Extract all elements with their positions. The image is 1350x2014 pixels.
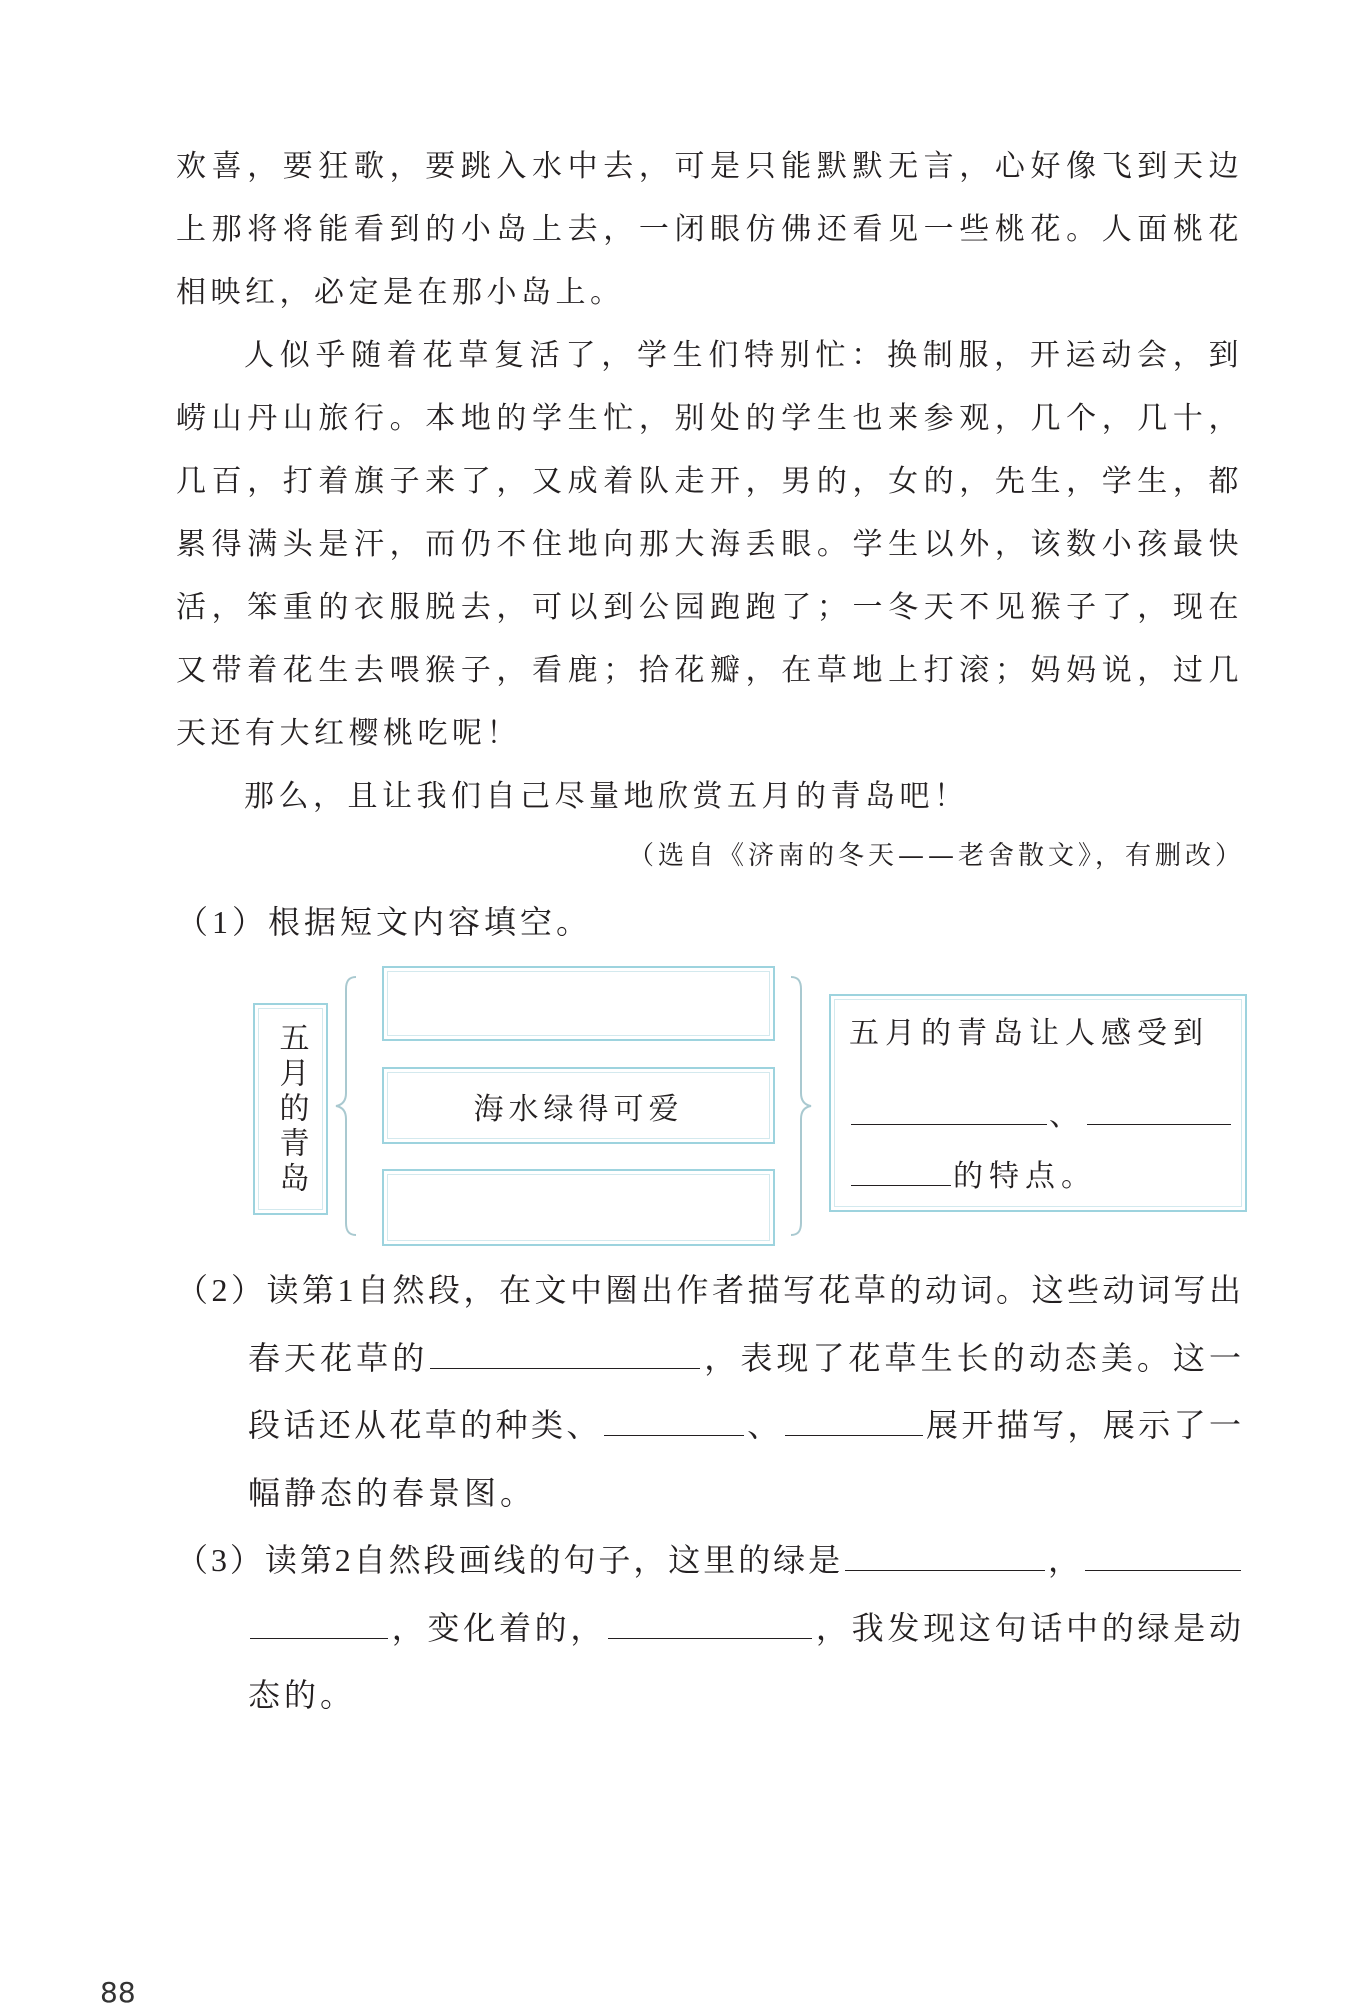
answer-blank — [250, 1608, 388, 1639]
passage-line: 崂山丹山旅行。本地的学生忙，别处的学生也来参观，几个，几十， — [176, 401, 1243, 436]
conclusion-lead: 五月的青岛让人感受到 — [849, 1016, 1209, 1051]
passage-line: 那么，且让我们自己尽量地欣赏五月的青岛吧！ — [244, 779, 969, 814]
passage-line: 欢喜，要狂歌，要跳入水中去，可是只能默默无言，心好像飞到天边 — [176, 149, 1243, 184]
question-2-text: 展开描写，展示了一 — [924, 1407, 1243, 1443]
question-2-text: 春天花草的 — [248, 1340, 429, 1376]
question-2-text: 段话还从花草的种类、 — [248, 1407, 602, 1443]
passage-line: 相映红，必定是在那小岛上。 — [176, 275, 625, 310]
page-number: 88 — [100, 1976, 136, 2009]
question-1-prompt: （1）根据短文内容填空。 — [176, 904, 593, 940]
detail-box-empty — [382, 1169, 775, 1246]
question-3-text: （3）读第2自然段画线的句子，这里的绿是 — [176, 1542, 844, 1578]
answer-blank — [845, 1540, 1045, 1571]
question-2-line: （2）读第1自然段，在文中圈出作者描写花草的动词。这些动词写出 — [176, 1272, 1243, 1308]
question-2-line: 幅静态的春景图。 — [248, 1475, 537, 1511]
given-detail-text: 海水绿得可爱 — [473, 1091, 684, 1127]
detail-box-empty — [382, 966, 775, 1041]
right-brace-path — [791, 977, 811, 1235]
question-3-line — [176, 1538, 1243, 1582]
passage-line: 又带着花生去喂猴子，看鹿；拾花瓣，在草地上打滚；妈妈说，过几 — [176, 653, 1243, 688]
topic-box — [253, 1003, 328, 1215]
passage-line: 活，笨重的衣服脱去，可以到公园跑跑了；一冬天不见猴子了，现在 — [176, 590, 1243, 625]
source-citation: （选自《济南的冬天——老舍散文》，有删改） — [627, 841, 1245, 871]
conclusion-box — [829, 994, 1247, 1212]
right-brace — [787, 975, 813, 1237]
left-brace-path — [336, 977, 356, 1235]
question-2-line — [248, 1336, 1243, 1380]
passage-line: 人似乎随着花草复活了，学生们特别忙：换制服，开运动会，到 — [244, 338, 1243, 373]
passage-line: 上那将将能看到的小岛上去，一闭眼仿佛还看见一些桃花。人面桃花 — [176, 212, 1243, 247]
detail-box-given — [382, 1067, 775, 1144]
topic-label: 五月的青岛 — [273, 1021, 309, 1197]
answer-blank — [851, 1155, 951, 1186]
question-3-text: ，变化着的， — [390, 1610, 607, 1646]
answer-blank — [1085, 1540, 1241, 1571]
passage-line: 累得满头是汗，而仍不住地向那大海丢眼。学生以外，该数小孩最快 — [176, 527, 1243, 562]
passage-line: 几百，打着旗子来了，又成着队走开，男的，女的，先生，学生，都 — [176, 464, 1243, 499]
question-3-text: ，我发现这句话中的绿是动 — [814, 1610, 1243, 1646]
answer-blank — [785, 1405, 923, 1436]
conclusion-ending-line — [849, 1155, 1097, 1195]
answer-blank — [851, 1094, 1047, 1125]
passage-line: 天还有大红樱桃吃呢！ — [176, 716, 521, 751]
answer-blank — [1087, 1094, 1231, 1125]
answer-blank — [604, 1405, 744, 1436]
question-3-line: 态的。 — [248, 1677, 357, 1713]
conclusion-blanks-line — [849, 1094, 1233, 1134]
answer-blank — [608, 1608, 812, 1639]
left-brace — [334, 975, 360, 1237]
question-2-line — [248, 1403, 1243, 1447]
conclusion-ending: 的特点。 — [953, 1159, 1097, 1194]
question-3-text: ， — [1047, 1542, 1083, 1578]
question-2-text: 、 — [745, 1407, 783, 1443]
answer-blank — [430, 1338, 700, 1369]
conclusion-separator: 、 — [1049, 1098, 1085, 1133]
question-2-text: ，表现了花草生长的动态美。这一 — [702, 1340, 1243, 1376]
question-3-line — [248, 1606, 1243, 1650]
